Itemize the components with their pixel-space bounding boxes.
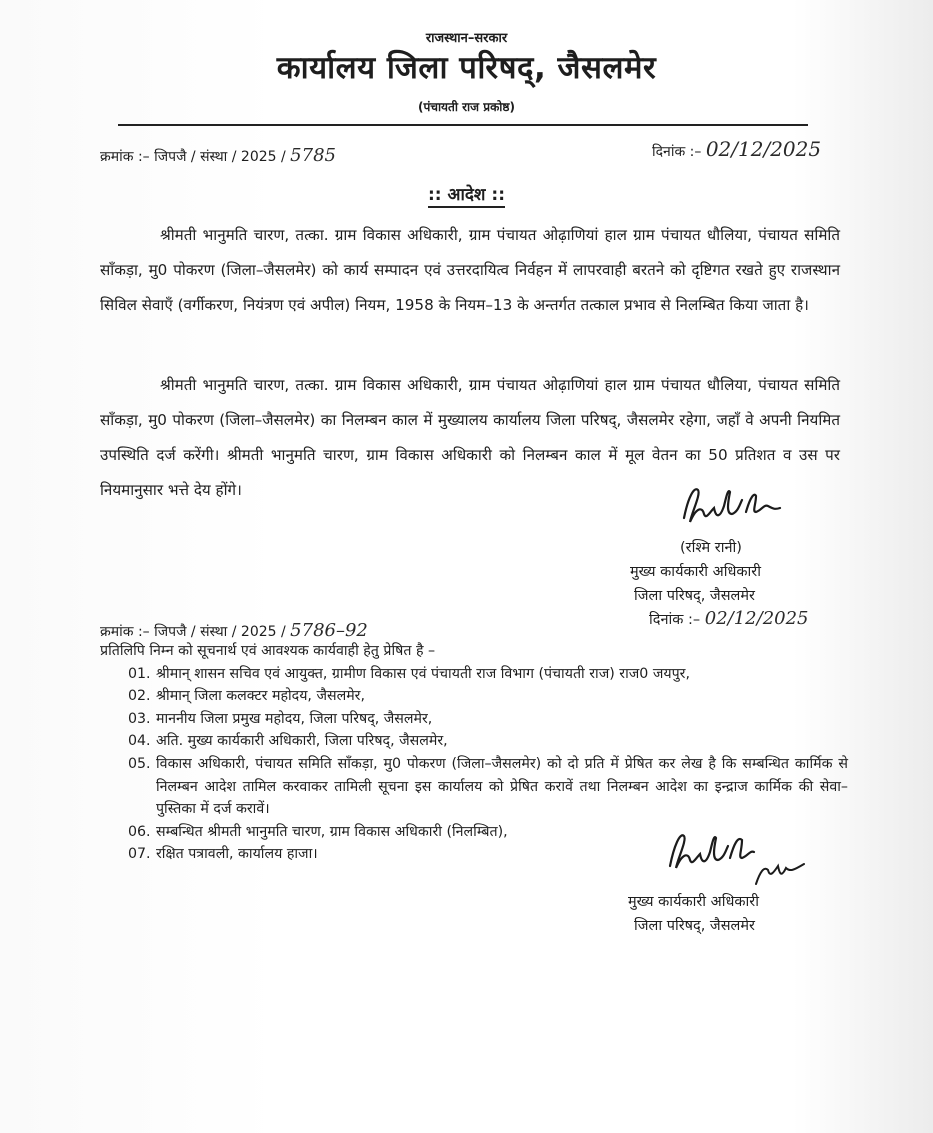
- order-ref-label: क्रमांक :– जिपजै / संस्था / 2025 /: [100, 149, 286, 165]
- order-title: [0, 182, 933, 205]
- header-divider: [118, 124, 808, 126]
- list-item: [100, 685, 860, 708]
- list-item-text: अति. मुख्य कार्यकारी अधिकारी, जिला परिषद्, जैसलमेर,: [156, 733, 448, 750]
- list-item-number: 06.: [128, 823, 151, 840]
- signature-1-office: जिला परिषद्, जैसलमेर: [634, 588, 755, 604]
- order-paragraph-1: श्रीमती भानुमति चारण, तत्का. ग्राम विकास अधिकारी, ग्राम पंचायत ओढ़ाणियां हाल ग्राम पंचायत धौलिया, पंचायत समिति साँकड़ा, मु0 पोकरण (जिला–जैसलमेर) को कार्य सम्पादन एवं उत्तरदायित्व निर्वहन में लापरवाही बरतने को दृष्टिगत रखते हुए राजस्थान सिविल सेवाएँ (वर्गीकरण, नियंत्रण एवं अपील) नियम, 1958 के नियम–13 के अन्तर्गत तत्काल प्रभाव से निलम्बित किया जाता है।: [100, 226, 840, 314]
- copy-ref-label: क्रमांक :– जिपजै / संस्था / 2025 /: [100, 624, 286, 640]
- signature-2-mark: [664, 826, 814, 898]
- order-title-text: :: आदेश ::: [428, 185, 505, 208]
- order-reference: [100, 145, 336, 166]
- list-item-text: सम्बन्धित श्रीमती भानुमति चारण, ग्राम विकास अधिकारी (निलम्बित),: [156, 823, 508, 840]
- distribution-intro: प्रतिलिपि निम्न को सूचनार्थ एवं आवश्यक कार्यवाही हेतु प्रेषित है –: [100, 643, 436, 659]
- list-item-text: विकास अधिकारी, पंचायत समिति साँकड़ा, मु0 पोकरण (जिला–जैसलमेर) को दो प्रति में प्रेषित कर लेख है कि सम्बन्धित कार्मिक से निलम्बन आदेश तामिल करवाकर तामिली सूचना इस कार्यालय को प्रेषित करावें तथा निलम्बन आदेश का इन्द्राज कार्मिक की सेवा–पुस्तिका में दर्ज करावें।: [156, 755, 848, 818]
- list-item-number: 03.: [128, 710, 151, 727]
- list-item-number: 07.: [128, 846, 151, 863]
- signature-1-date-value: 02/12/2025: [704, 608, 809, 629]
- order-date-label: दिनांक :–: [652, 144, 702, 160]
- list-item-text: श्रीमान् शासन सचिव एवं आयुक्त, ग्रामीण विकास एवं पंचायती राज विभाग (पंचायती राज) राज0 जयपुर,: [156, 665, 690, 682]
- order-ref-number: 5785: [290, 145, 336, 166]
- signature-2-office: जिला परिषद्, जैसलमेर: [634, 918, 755, 934]
- government-label: राजस्थान–सरकार: [425, 31, 508, 46]
- office-title: कार्यालय जिला परिषद्, जैसलमेर: [276, 50, 657, 86]
- signature-1-mark: [676, 478, 786, 538]
- order-paragraph-2: श्रीमती भानुमति चारण, तत्का. ग्राम विकास अधिकारी, ग्राम पंचायत ओढ़ाणियां हाल ग्राम पंचायत धौलिया, पंचायत समिति साँकड़ा, मु0 पोकरण (जिला–जैसलमेर) का निलम्बन काल में मुख्यालय कार्यालय जिला परिषद्, जैसलमेर रहेगा, जहाँ वे अपनी नियमित उपस्थिति दर्ज करेंगी। श्रीमती भानुमति चारण, ग्राम विकास अधिकारी को निलम्बन काल में मूल वेतन का 50 प्रतिशत व उस पर नियमानुसार भत्ते देय होंगे।: [100, 376, 840, 499]
- list-item-text: श्रीमान् जिला कलक्टर महोदय, जैसलमेर,: [156, 688, 365, 705]
- list-item: [100, 730, 860, 753]
- list-item-number: 04.: [128, 733, 151, 750]
- copy-ref-number: 5786–92: [290, 620, 368, 641]
- order-date: [652, 137, 821, 161]
- list-item-number: 05.: [128, 755, 151, 772]
- signature-1-date-label: दिनांक :–: [649, 612, 701, 628]
- list-item-number: 02.: [128, 688, 151, 705]
- list-item: [100, 753, 860, 821]
- signature-1-date: [649, 608, 809, 631]
- copy-reference: [100, 620, 368, 641]
- signature-1-designation: मुख्य कार्यकारी अधिकारी: [630, 564, 761, 580]
- list-item: [100, 663, 860, 686]
- signature-1-name: (रश्मि रानी): [680, 540, 742, 556]
- order-date-value: 02/12/2025: [705, 137, 822, 161]
- list-item-text: रक्षित पत्रावली, कार्यालय हाजा।: [156, 846, 318, 863]
- list-item: [100, 708, 860, 731]
- signature-2-designation: मुख्य कार्यकारी अधिकारी: [628, 894, 759, 910]
- list-item-number: 01.: [128, 665, 151, 682]
- list-item-text: माननीय जिला प्रमुख महोदय, जिला परिषद्, जैसलमेर,: [156, 710, 433, 727]
- cell-subtitle: (पंचायती राज प्रकोष्ठ): [418, 100, 515, 114]
